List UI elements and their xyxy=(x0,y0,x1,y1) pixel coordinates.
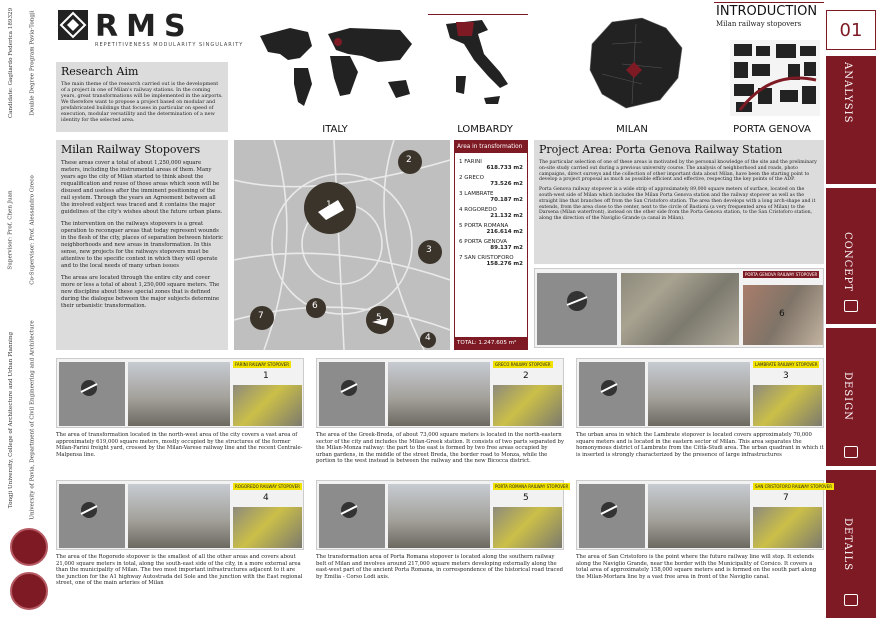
area-item-name: 5 PORTA ROMANA xyxy=(459,223,509,229)
stopover-aerial-photo xyxy=(233,507,302,548)
stopovers-paragraph-2: The intervention on the railways stopovers is a great operation to reconquer areas that today represent wounds in the flesh of the city, places of separation between historic neighborhoods and new areas in transformation. In this sense, new projects for the railways stopovers must be attentive to the specific context in which they will operate and to the local needs of many urban issues xyxy=(61,221,223,269)
map-lombardy xyxy=(582,14,692,114)
stopover-panel xyxy=(316,480,569,550)
porta-genova-number: 6 xyxy=(779,309,785,319)
design-icon xyxy=(844,446,858,458)
tab-design-label: DESIGN xyxy=(842,372,853,421)
stopover-photo xyxy=(388,362,490,426)
map-number-3: 3 xyxy=(426,245,432,255)
area-item xyxy=(459,223,523,235)
area-item-value: 70.187 m2 xyxy=(490,197,523,203)
milan-city-map xyxy=(234,140,450,350)
stopover-mini-map xyxy=(319,484,385,548)
area-item xyxy=(459,191,523,203)
page-number-box xyxy=(826,10,876,50)
stopover-caption: The area of the Greek-Breda, of about 73,000 square meters is located in the north-eastern sector of the city and includes the Milan-Greek station. It consists of two parts separated by the Milan-Monza railway: the part to the east is formed by two free areas occupied by urban gardens, in the middle of the street Breda, the border road to Monza, while the portion to the west instead is between the railway and the new Bicocca district. xyxy=(316,432,564,465)
map-number-1: 1 xyxy=(326,200,332,210)
area-item xyxy=(459,175,523,187)
stopover-tag: FARINI RAILWAY STOPOVER xyxy=(235,362,290,367)
stopover-aerial-photo xyxy=(493,385,562,426)
credit-supervisor: Supervisor: Prof. Chen Juan xyxy=(8,190,14,270)
map-number-4: 4 xyxy=(425,333,431,343)
stopover-panel xyxy=(56,480,304,550)
header-rule xyxy=(714,2,824,3)
logo-mark xyxy=(58,10,88,40)
area-list-title: Area in transformation xyxy=(455,141,527,153)
area-items xyxy=(455,153,527,267)
logo-subtitle: REPETITIVENESS MODULARITY SINGULARITY xyxy=(95,42,244,48)
map-label-porta-genova: PORTA GENOVA xyxy=(733,124,811,135)
stopover-panel xyxy=(576,480,833,550)
credit-university-2: University of Pavia, Department of Civil Engineering and Architecture xyxy=(30,320,37,520)
logo-title: RMS xyxy=(95,9,194,44)
area-total: TOTAL: 1.247.605 m² xyxy=(455,337,527,349)
stopover-mini-map xyxy=(579,484,645,548)
area-item-value: 216.614 m2 xyxy=(486,229,523,235)
stopover-caption: The area of the Rogoredo stopover is the smallest of all the other areas and covers about 21,000 square meters in total, along the south-east side of the city, in a more external area than the municipality of Milan. The two most important infrastructures adjacent to it are the junction for the A1 highway Autostrada del Sole and the junction with the East regional street, one of the main arteries of Milan xyxy=(56,554,303,587)
area-item-value: 158.276 m2 xyxy=(486,261,523,267)
research-aim-box xyxy=(56,62,228,132)
stopover-panel xyxy=(576,358,824,428)
credit-university-1: Tongji University, College of Architecture and Urban Planning xyxy=(8,331,15,509)
map-number-7: 7 xyxy=(258,311,264,321)
area-item-name: 1 FARINI xyxy=(459,159,482,165)
area-item-value: 89.137 m2 xyxy=(490,245,523,251)
area-item-name: 4 ROGOREDO xyxy=(459,207,497,213)
stopovers-title: Milan Railway Stopovers xyxy=(61,143,201,156)
area-item-name: 2 GRECO xyxy=(459,175,484,181)
stopover-mini-map xyxy=(319,362,385,426)
stopover-number: 1 xyxy=(263,371,269,381)
tab-concept[interactable] xyxy=(826,186,876,324)
credit-cosupervisor: Co-Supervisor: Prof. Alessandro Greco xyxy=(30,175,36,285)
area-item-name: 6 PORTA GENOVA xyxy=(459,239,508,245)
concept-icon xyxy=(844,300,858,312)
stopover-aerial-photo xyxy=(753,507,822,548)
header-section-title: INTRODUCTION xyxy=(716,4,818,19)
research-aim-text: The main theme of the research carried out is the development of a project in one of Milan's railway stations. In the coming years, great transformations will be implemented in the airports. We therefore want to propose a project based on modular and prefabricated buildings that focuses in particular on speed of execution, modular versatility and the determination of a new identity for the selected area. xyxy=(61,81,223,123)
area-item-value: 618.733 m2 xyxy=(486,165,523,171)
tab-details-label: DETAILS xyxy=(842,518,853,572)
credit-candidate: Candidate: Gagliardo Federica 189329 xyxy=(8,7,15,118)
porta-genova-aerial-photo xyxy=(621,273,739,345)
stopover-mini-map xyxy=(59,484,125,548)
stopover-number: 3 xyxy=(783,371,789,381)
stopover-aerial-photo xyxy=(233,385,302,426)
research-aim-title: Research Aim xyxy=(61,65,139,78)
stopover-mini-map xyxy=(579,362,645,426)
university-seal-2 xyxy=(10,572,48,610)
map-number-5: 5 xyxy=(376,313,382,323)
stopover-number: 7 xyxy=(783,493,789,503)
stopover-caption: The transformation area of Porta Romana stopover is located along the southern railway belt of Milan and involves around 217,000 square meters developing externally along the east-west part of the ancient Porta Romana, in correspondence of the historical road traced by Emilia - Corso Lodi axis. xyxy=(316,554,564,580)
area-item xyxy=(459,239,523,251)
porta-genova-tag: PORTA GENOVA RAILWAY STOPOVER xyxy=(745,272,818,277)
stopover-photo xyxy=(128,362,230,426)
stopover-photo xyxy=(388,484,490,548)
stopover-caption: The area of transformation located in the north-west area of the city covers a vast area of approximately 619,000 square meters, mostly occupied by the structures of the former Milan-Farini freight yard, crossed by the Milan-Varese railway line and the recent Centrale-Malpensa line. xyxy=(56,432,303,458)
tab-analysis[interactable] xyxy=(826,54,876,184)
area-list xyxy=(454,140,528,350)
stopover-caption: The area of San Cristoforo is the point where the future railway line will stop. It extends along the Naviglio Grande, near the border with the Municipality of Corsico. It covers a total area of approximately 158,000 square meters and is formed on the south part along the Milan-Mortara line by a vast free area in front of the Naviglio canal. xyxy=(576,554,817,580)
tab-details[interactable] xyxy=(826,468,876,618)
stopover-tag: LAMBRATE RAILWAY STOPOVER xyxy=(755,362,818,367)
map-world xyxy=(250,14,420,114)
project-area-title: Project Area: Porta Genova Railway Station xyxy=(539,143,783,156)
stopover-caption: The urban area in which the Lambrate stopover is located covers approximately 70,000 square meters and is located in the eastern sector of Milan. This area separates the homonymous district of Lambrate from the Città-Studi area. The urban quadrant in which it is inserted is strongly characterized by the presence of large infrastructures xyxy=(576,432,824,458)
porta-genova-mini-map xyxy=(537,273,617,345)
map-number-6: 6 xyxy=(312,301,318,311)
stopover-tag: GRECO RAILWAY STOPOVER xyxy=(495,362,551,367)
tab-design[interactable] xyxy=(826,326,876,466)
project-area-box xyxy=(534,140,824,264)
project-area-paragraph-2: Porta Genova railway stopover is a wide strip of approximately 89,000 square meters of surface, located on the south-west side of Milan which includes the Milan Porta Genova station and the railway stopover as well as the straight line that branches off from the San Cristoforo station. The area then develops with a long arch-shape and it extends, from the area close to the center, next to the circle of Bastioni (a very frequented area of Milan) to the Darsena (Milan waterfront), instead on the other side from the Porta Genova station, to the San Cristoforo station, along the direction of the Naviglio Grande (a canal in Milan). xyxy=(539,187,816,222)
stopover-number: 2 xyxy=(523,371,529,381)
map-label-milan: MILAN xyxy=(616,124,648,135)
stopovers-paragraph-3: The areas are located through the entire city and cover more or less a total of about 1,250,000 square meters. The new discipline about these special zones that is defined during the dialogue between the major subjects determine their urbanistic transformation. xyxy=(61,275,220,309)
map-italy xyxy=(428,14,528,114)
porta-genova-panel xyxy=(534,268,824,348)
map-number-2: 2 xyxy=(406,155,412,165)
stopover-number: 5 xyxy=(523,493,529,503)
stopovers-paragraph-1: These areas cover a total of about 1,250,000 square meters, including the instrumental areas of them. Many years ago the city of Milan started to think about the requalification and reuse of those areas which soon will be disused and useless after the imminent positioning of the rail system. Through the years an Agreement between all the involved subject was traced and it contains the major guidelines of the city's wishes about the future urban plans. xyxy=(61,160,223,215)
university-seal-1 xyxy=(10,528,48,566)
area-item-name: 3 LAMBRATE xyxy=(459,191,494,197)
map-label-italy: ITALY xyxy=(322,124,348,135)
stopover-photo xyxy=(648,362,750,426)
stopover-panel xyxy=(56,358,304,428)
details-icon xyxy=(844,594,858,606)
area-item-name: 7 SAN CRISTOFORO xyxy=(459,255,514,261)
area-item-value: 73.526 m2 xyxy=(490,181,523,187)
stopover-tag: ROGOREDO RAILWAY STOPOVER xyxy=(235,484,300,489)
stopover-photo xyxy=(648,484,750,548)
stopover-mini-map xyxy=(59,362,125,426)
area-item xyxy=(459,207,523,219)
credit-degree: Double Degree Program Pavia-Tongji xyxy=(30,9,37,116)
page-number: 01 xyxy=(839,19,863,41)
stopovers-box xyxy=(56,140,228,350)
area-item xyxy=(459,255,523,267)
header-subtitle: Milan railway stopovers xyxy=(716,20,802,28)
tab-concept-label: CONCEPT xyxy=(842,232,853,292)
stopover-number: 4 xyxy=(263,493,269,503)
tab-analysis-label: ANALYSIS xyxy=(842,62,853,124)
stopover-tag: PORTA ROMANA RAILWAY STOPOVER xyxy=(495,484,569,489)
area-item-value: 21.132 m2 xyxy=(490,213,523,219)
project-area-paragraph-1: The particular selection of one of these areas is motivated by the personal knowledge of the site and the preliminary on-site study carried out during a previous university course. The analysis of neighborhood and roads, photo campaigns, direct surveys and the collection of other important data about Milan, have been the starting point to develop a project proposal as much as possible efficient and effective, respecting the key points of the ADP. xyxy=(539,160,817,183)
stopover-aerial-photo xyxy=(753,385,822,426)
area-item xyxy=(459,159,523,171)
stopover-photo xyxy=(128,484,230,548)
map-label-lombardy: LOMBARDY xyxy=(457,124,513,135)
stopover-panel xyxy=(316,358,564,428)
stopover-tag: SAN CRISTOFORO RAILWAY STOPOVER xyxy=(755,484,833,489)
map-porta-genova xyxy=(730,40,820,116)
stopover-aerial-photo xyxy=(493,507,562,548)
map-connector-1 xyxy=(428,14,528,15)
